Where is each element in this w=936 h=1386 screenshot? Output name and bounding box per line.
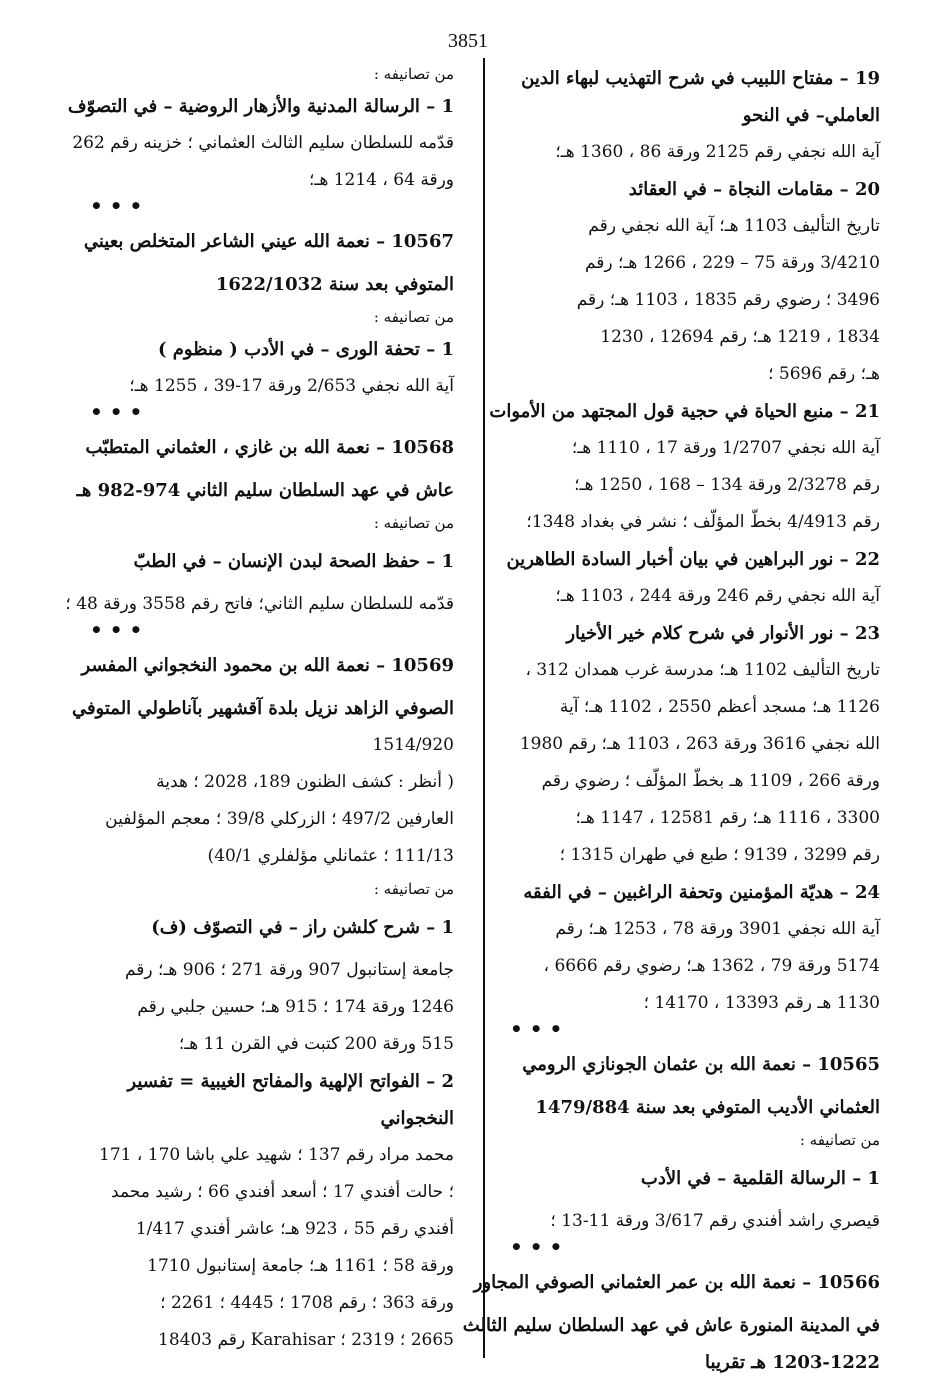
entry-heading: 22 – نور البراهين في بيان أخبار السادة الطاهرين [506, 549, 880, 570]
entry-heading: 10566 – نعمة الله بن عمر العثماني الصوفي المجاور [473, 1272, 880, 1293]
text-line: من تصانيفه : [373, 308, 454, 326]
text-line: آية الله نجفي 3901 ورقة 78 ، 1253 هـ؛ رقم [555, 919, 880, 939]
text-line: 3300 ، 1116 هـ؛ رقم 12581 ، 1147 هـ؛ [575, 808, 880, 828]
entry-heading: 10568 – نعمة الله بن غازي ، العثماني المتطبّب [85, 437, 454, 458]
entry-heading: النخجواني [380, 1108, 454, 1129]
entry-heading: عاش في عهد السلطان سليم الثاني 974-982 هـ [76, 480, 454, 501]
text-line: 1130 هـ رقم 13393 ، 14170 ؛ [643, 993, 880, 1013]
text-line: ورقة 266 ، 1109 هـ بخطّ المؤلّف ؛ رضوي رقم [541, 771, 880, 791]
entry-heading: 1 – حفظ الصحة لبدن الإنسان – في الطبّ [133, 551, 454, 572]
text-line: أفندي رقم 55 ، 923 هـ؛ عاشر أفندي 1/417 [135, 1219, 454, 1239]
entry-heading: الصوفي الزاهد نزيل بلدة آقشهير بآناطولي المتوفي [71, 698, 454, 719]
entry-heading: 1 – الرسالة القلمية – في الأدب [640, 1168, 880, 1189]
text-line: جامعة إستانبول 907 ورقة 271 ؛ 906 هـ؛ رقم [124, 960, 454, 980]
entry-heading: العاملي– في النحو [742, 105, 880, 126]
entry-heading: 1203-1222 هـ تقريبا [705, 1352, 880, 1373]
text-line: آية الله نجفي 2/653 ورقة 17-39 ، 1255 هـ؛ [129, 376, 454, 396]
section-separator: • • • [90, 194, 143, 218]
entry-heading: 1 – شرح كلشن راز – في التصوّف (ف) [151, 917, 454, 938]
text-line: 3/4210 ورقة 75 – 229 ، 1266 هـ؛ رقم [584, 253, 880, 273]
entry-heading: 19 – مفتاح اللبيب في شرح التهذيب لبهاء الدين [521, 68, 880, 89]
entry-heading: 23 – نور الأنوار في شرح كلام خير الأخيار [566, 623, 880, 644]
text-line: رقم 3299 ، 9139 ؛ طبع في طهران 1315 ؛ [559, 845, 880, 865]
text-line: تاريخ التأليف 1103 هـ؛ آية الله نجفي رقم [588, 216, 880, 236]
text-line: العارفين 497/2 ؛ الزركلي 39/8 ؛ معجم المؤلفين [105, 809, 454, 829]
entry-heading: 1 – تحفة الورى – في الأدب ( منظوم ) [157, 339, 454, 360]
entry-heading: 10567 – نعمة الله عيني الشاعر المتخلص بعيني [83, 231, 454, 252]
text-line: 515 ورقة 200 كتبت في القرن 11 هـ؛ [178, 1034, 454, 1054]
text-line: من تصانيفه : [373, 65, 454, 83]
left-column [65, 60, 454, 1359]
entry-heading: في المدينة المنورة عاش في عهد السلطان سليم الثالث [462, 1315, 880, 1336]
entry-heading: 1 – الرسالة المدنية والأزهار الروضية – في التصوّف [67, 96, 454, 117]
entry-heading: العثماني الأديب المتوفي بعد سنة 1479/884 [535, 1097, 880, 1118]
text-line: من تصانيفه : [373, 514, 454, 532]
text-line: رقم 4/4913 بخطّ المؤلّف ؛ نشر في بغداد 1348؛ [526, 512, 880, 532]
section-separator: • • • [510, 1235, 563, 1259]
text-line: محمد مراد رقم 137 ؛ شهيد علي باشا 170 ، 171 [99, 1145, 454, 1165]
text-line: ؛ حالت أفندي 17 ؛ أسعد أفندي 66 ؛ رشيد محمد [111, 1182, 454, 1202]
section-separator: • • • [510, 1017, 563, 1041]
text-line: ورقة 64 ، 1214 هـ؛ [308, 170, 454, 190]
entry-heading: 10565 – نعمة الله بن عثمان الجونازي الرومي [522, 1054, 880, 1075]
text-line: ( أنظر : كشف الظنون 189، 2028 ؛ هدية [156, 772, 454, 792]
text-line: 111/13 ؛ عثمانلي مؤلفلري 40/1) [207, 846, 454, 866]
text-line: آية الله نجفي 1/2707 ورقة 17 ، 1110 هـ؛ [571, 438, 880, 458]
text-line: 1126 هـ؛ مسجد أعظم 2550 ، 1102 هـ؛ آية [559, 697, 880, 717]
entry-heading: 21 – منبع الحياة في حجية قول المجتهد من الأموات [489, 401, 880, 422]
text-line: 1246 ورقة 174 ؛ 915 هـ؛ حسين جلبي رقم [137, 997, 454, 1017]
text-line: ورقة 58 ؛ 1161 هـ؛ جامعة إستانبول 1710 [147, 1256, 454, 1276]
text-line: 1514/920 [372, 735, 454, 755]
text-line: تاريخ التأليف 1102 هـ؛ مدرسة غرب همدان 312 ، [525, 660, 880, 680]
text-line: آية الله نجفي رقم 2125 ورقة 86 ، 1360 هـ؛ [555, 142, 880, 162]
text-line: ورقة 363 ؛ رقم 1708 ؛ 4445 ؛ 2261 ؛ [160, 1293, 454, 1313]
text-line: من تصانيفه : [799, 1131, 880, 1149]
entry-heading: المتوفي بعد سنة 1622/1032 [215, 274, 454, 295]
text-line: 3496 ؛ رضوي رقم 1835 ، 1103 هـ؛ رقم [576, 290, 880, 310]
text-line: قيصري راشد أفندي رقم 3/617 ورقة 11-13 ؛ [550, 1211, 880, 1231]
text-line: 2665 ؛ 2319 ؛ Karahisar رقم 18403 [158, 1330, 454, 1350]
text-line: 1834 ، 1219 هـ؛ رقم 12694 ، 1230 [600, 327, 880, 347]
entry-heading: 20 – مقامات النجاة – في العقائد [628, 179, 880, 200]
text-line: من تصانيفه : [373, 880, 454, 898]
text-line: قدّمه للسلطان سليم الثاني؛ فاتح رقم 3558 ورقة 48 ؛ [65, 594, 454, 614]
text-line: قدّمه للسلطان سليم الثالث العثماني ؛ خزينه رقم 262 [72, 133, 454, 153]
entry-heading: 2 – الفواتح الإلهية والمفاتح الغيبية = تفسير [127, 1071, 454, 1092]
text-line: 5174 ورقة 79 ، 1362 هـ؛ رضوي رقم 6666 ، [543, 956, 880, 976]
text-line: آية الله نجفي رقم 246 ورقة 244 ، 1103 هـ؛ [555, 586, 880, 606]
right-column [462, 60, 880, 1381]
entry-heading: 10569 – نعمة الله بن محمود النخجواني المفسر [81, 655, 454, 676]
text-line: الله نجفي 3616 ورقة 263 ، 1103 هـ؛ رقم 1980 [519, 734, 880, 754]
text-line: رقم 2/3278 ورقة 134 – 168 ، 1250 هـ؛ [574, 475, 880, 495]
entry-heading: 24 – هديّة المؤمنين وتحفة الراغبين – في الفقه [523, 882, 880, 903]
section-separator: • • • [90, 400, 143, 424]
column-divider [483, 58, 485, 1358]
page-number: 3851 [448, 30, 488, 52]
text-line: هـ؛ رقم 5696 ؛ [768, 364, 880, 384]
section-separator: • • • [90, 618, 143, 642]
